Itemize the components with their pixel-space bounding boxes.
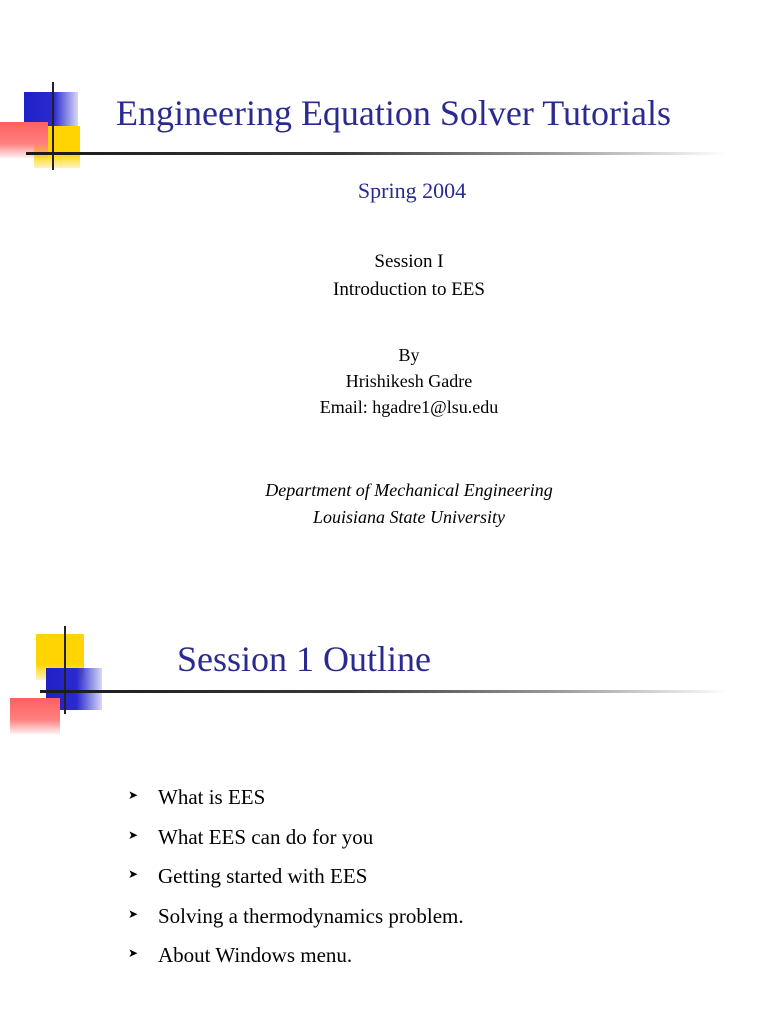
author-name: Hrishikesh Gadre: [345, 371, 473, 391]
author-email: Email: hgadre1@lsu.edu: [319, 397, 499, 417]
list-item: [128, 780, 464, 820]
bullet-text: Getting started with EES: [158, 864, 368, 889]
bullet-text: What EES can do for you: [158, 824, 374, 849]
author-block: [0, 342, 768, 420]
by-label: By: [398, 345, 420, 365]
arrow-bullet-icon: ➤: [128, 906, 139, 921]
arrow-bullet-icon: ➤: [128, 788, 139, 803]
session-line: Session I: [374, 251, 444, 272]
list-item: [128, 859, 464, 899]
session-topic: Introduction to EES: [333, 279, 485, 300]
list-item: [128, 899, 464, 939]
outline-bullet-list: [128, 780, 464, 978]
title-underline: [40, 690, 730, 693]
session-block: [0, 248, 768, 304]
slide-subtitle: Spring 2004: [357, 178, 467, 203]
red-square-decoration: [10, 698, 60, 734]
corner-decoration-motif: [0, 622, 110, 742]
arrow-bullet-icon: ➤: [128, 827, 139, 842]
outline-slide: [0, 600, 768, 1024]
department-name: Department of Mechanical Engineering: [265, 480, 553, 500]
slide-title: Engineering Equation Solver Tutorials: [116, 93, 671, 133]
corner-decoration-motif: [0, 80, 100, 170]
vertical-rule-decoration: [52, 82, 54, 170]
list-item: [128, 938, 464, 978]
slide-title: Session 1 Outline: [177, 639, 432, 679]
vertical-rule-decoration: [64, 626, 66, 714]
bullet-text: What is EES: [158, 785, 266, 810]
arrow-bullet-icon: ➤: [128, 946, 139, 961]
list-item: [128, 820, 464, 860]
bullet-text: Solving a thermodynamics problem.: [158, 903, 464, 928]
bullet-text: About Windows menu.: [158, 943, 353, 968]
arrow-bullet-icon: ➤: [128, 867, 139, 882]
affiliation-block: [0, 477, 768, 531]
university-name: Louisiana State University: [313, 507, 505, 527]
title-underline: [26, 152, 726, 155]
